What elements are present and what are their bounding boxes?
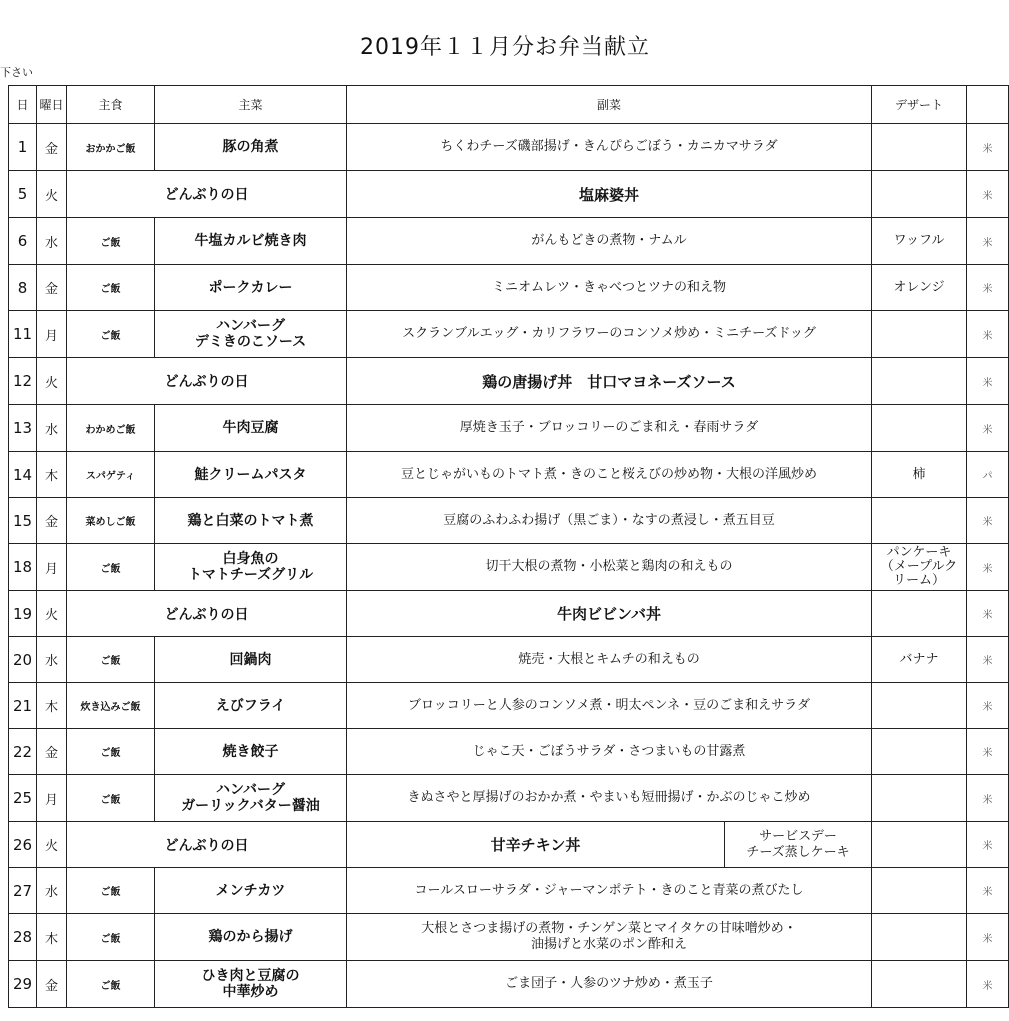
menu-row — [9, 775, 1009, 822]
side-dish-line: スクランブルエッグ・カリフラワーのコンソメ炒め・ミニチーズドッグ — [402, 326, 816, 341]
dessert-cell — [872, 498, 967, 544]
menu-row — [9, 218, 1009, 265]
main-dish-line: ハンバーグ — [215, 782, 286, 798]
staple-cell: ご飯 — [67, 311, 155, 358]
day-cell: 19 — [9, 591, 37, 637]
weekday-cell: 火 — [37, 591, 67, 637]
dessert-cell — [872, 822, 967, 868]
menu-row — [9, 171, 1009, 218]
main-dish-cell — [155, 405, 347, 452]
main-dish-line: 中華炒め — [222, 984, 279, 1000]
main-dish-cell — [155, 124, 347, 171]
extra-cell: 米 — [967, 961, 1009, 1008]
weekday-cell: 金 — [37, 729, 67, 775]
service-line: サービスデー — [759, 828, 837, 844]
dessert-cell — [872, 544, 967, 591]
menu-row — [9, 311, 1009, 358]
donburi-dish: 鶏の唐揚げ丼 甘口マヨネーズソース — [347, 358, 872, 405]
main-dish-line: 豚の角煮 — [222, 139, 279, 155]
day-cell: 28 — [9, 914, 37, 961]
weekday-cell: 月 — [37, 311, 67, 358]
side-dish-cell — [347, 683, 872, 729]
main-dish-cell — [155, 683, 347, 729]
main-dish-line: トマトチーズグリル — [187, 567, 314, 583]
header-side: 副菜 — [347, 86, 872, 124]
weekday-cell: 金 — [37, 265, 67, 311]
main-dish-line: ひき肉と豆腐の — [201, 968, 300, 984]
donburi-dish: 塩麻婆丼 — [347, 171, 872, 218]
menu-row — [9, 961, 1009, 1008]
main-dish-line: 白身魚の — [222, 551, 279, 567]
main-dish-cell — [155, 452, 347, 498]
side-dish-line: ミニオムレツ・きゃべつとツナの和え物 — [492, 279, 727, 295]
side-dish-cell — [347, 265, 872, 311]
side-dish-cell — [347, 961, 872, 1008]
menu-row — [9, 683, 1009, 729]
day-cell: 22 — [9, 729, 37, 775]
main-dish-line: ハンバーグ — [215, 318, 286, 334]
main-dish-line: 鮭クリームパスタ — [194, 466, 307, 483]
side-dish-line: 豆とじゃがいものトマト煮・きのこと桜えびの炒め物・大根の洋風炒め — [401, 466, 818, 482]
main-dish-cell — [155, 868, 347, 914]
main-dish-cell — [155, 311, 347, 358]
menu-body — [9, 124, 1009, 1008]
donburi-day-label: どんぶりの日 — [67, 358, 347, 405]
header-extra — [967, 86, 1009, 124]
dessert-cell — [872, 683, 967, 729]
weekday-cell: 水 — [37, 637, 67, 683]
main-dish-cell — [155, 775, 347, 822]
side-dish-line: 切干大根の煮物・小松菜と鶏肉の和えもの — [485, 559, 733, 574]
menu-row — [9, 124, 1009, 171]
day-cell: 12 — [9, 358, 37, 405]
extra-cell: 米 — [967, 822, 1009, 868]
side-dish-line: 油揚げと水菜のポン酢和え — [531, 937, 688, 952]
side-dish-cell — [347, 405, 872, 452]
main-dish-cell — [155, 637, 347, 683]
side-dish-cell — [347, 637, 872, 683]
side-dish-line: ちくわチーズ磯部揚げ・きんぴらごぼう・カニカマサラダ — [440, 139, 778, 154]
weekday-cell: 月 — [37, 544, 67, 591]
day-cell: 1 — [9, 124, 37, 171]
dessert-cell — [872, 868, 967, 914]
side-dish-cell — [347, 498, 872, 544]
staple-cell: ご飯 — [67, 637, 155, 683]
weekday-cell: 木 — [37, 452, 67, 498]
page-title: 2019年１１月分お弁当献立 — [360, 35, 650, 60]
extra-cell: 米 — [967, 265, 1009, 311]
weekday-cell: 金 — [37, 961, 67, 1008]
dessert-cell — [872, 405, 967, 452]
dessert-cell — [872, 914, 967, 961]
side-dish-cell — [347, 311, 872, 358]
weekday-cell: 金 — [37, 124, 67, 171]
main-dish-line: 回鍋肉 — [229, 651, 272, 668]
day-cell: 5 — [9, 171, 37, 218]
dessert-cell — [872, 124, 967, 171]
extra-cell: 米 — [967, 358, 1009, 405]
day-cell: 25 — [9, 775, 37, 822]
header-dessert: デザート — [872, 86, 967, 124]
staple-cell: 炊き込みご飯 — [67, 683, 155, 729]
extra-cell: パ — [967, 452, 1009, 498]
menu-table — [8, 85, 1009, 1008]
weekday-cell: 木 — [37, 914, 67, 961]
header-day: 日 — [9, 86, 37, 124]
dessert-line: （メープルク — [880, 559, 958, 574]
side-dish-cell — [347, 729, 872, 775]
staple-cell: ご飯 — [67, 775, 155, 822]
dessert-cell — [872, 218, 967, 265]
dessert-line: オレンジ — [893, 279, 945, 295]
main-dish-line: えびフライ — [215, 697, 286, 714]
main-dish-line: 牛肉豆腐 — [222, 420, 279, 436]
weekday-cell: 木 — [37, 683, 67, 729]
menu-row — [9, 914, 1009, 961]
staple-cell: ご飯 — [67, 868, 155, 914]
day-cell: 20 — [9, 637, 37, 683]
side-dish-line: 焼売・大根とキムチの和えもの — [518, 651, 700, 667]
extra-cell: 米 — [967, 914, 1009, 961]
menu-row — [9, 452, 1009, 498]
main-dish-cell — [155, 729, 347, 775]
side-dish-cell — [347, 124, 872, 171]
dessert-line: バナナ — [899, 651, 939, 667]
main-dish-cell — [155, 544, 347, 591]
donburi-day-label: どんぶりの日 — [67, 822, 347, 868]
dessert-cell — [872, 637, 967, 683]
menu-row — [9, 544, 1009, 591]
day-cell: 29 — [9, 961, 37, 1008]
extra-cell: 米 — [967, 683, 1009, 729]
menu-row — [9, 729, 1009, 775]
menu-row — [9, 637, 1009, 683]
main-dish-line: メンチカツ — [215, 882, 286, 899]
main-dish-line: 鶏と白菜のトマト煮 — [187, 512, 314, 529]
menu-row — [9, 265, 1009, 311]
main-dish-line: デミきのこソース — [194, 334, 307, 350]
header-row — [9, 86, 1009, 124]
day-cell: 11 — [9, 311, 37, 358]
extra-cell: 米 — [967, 591, 1009, 637]
side-dish-cell — [347, 218, 872, 265]
dessert-line: パンケーキ — [886, 545, 952, 560]
main-dish-cell — [155, 498, 347, 544]
main-dish-line: ガーリックバター醤油 — [181, 798, 320, 814]
side-dish-line: 豆腐のふわふわ揚げ（黒ごま）・なすの煮浸し・煮五目豆 — [443, 512, 775, 528]
side-dish-cell — [347, 914, 872, 961]
extra-cell: 米 — [967, 729, 1009, 775]
day-cell: 26 — [9, 822, 37, 868]
side-dish-line: ごま団子・人参のツナ炒め・煮玉子 — [505, 976, 713, 991]
main-dish-line: 焼き餃子 — [222, 743, 279, 760]
dessert-cell — [872, 775, 967, 822]
extra-cell: 米 — [967, 311, 1009, 358]
weekday-cell: 水 — [37, 405, 67, 452]
main-dish-cell — [155, 961, 347, 1008]
extra-cell: 米 — [967, 544, 1009, 591]
side-dish-cell — [347, 775, 872, 822]
extra-cell: 米 — [967, 775, 1009, 822]
staple-cell: ご飯 — [67, 914, 155, 961]
menu-row — [9, 868, 1009, 914]
weekday-cell: 水 — [37, 218, 67, 265]
staple-cell: 菜めしご飯 — [67, 498, 155, 544]
dessert-cell — [872, 358, 967, 405]
main-dish-cell — [155, 265, 347, 311]
staple-cell: ご飯 — [67, 544, 155, 591]
extra-cell: 米 — [967, 218, 1009, 265]
day-cell: 18 — [9, 544, 37, 591]
weekday-cell: 水 — [37, 868, 67, 914]
menu-row — [9, 405, 1009, 452]
dessert-cell — [872, 591, 967, 637]
extra-cell: 米 — [967, 498, 1009, 544]
staple-cell: ご飯 — [67, 218, 155, 265]
side-dish-line: 厚焼き玉子・ブロッコリーのごま和え・春雨サラダ — [459, 420, 759, 435]
side-dish-line: じゃこ天・ごぼうサラダ・さつまいもの甘露煮 — [472, 743, 746, 759]
menu-row — [9, 591, 1009, 637]
day-cell: 14 — [9, 452, 37, 498]
dessert-cell — [872, 171, 967, 218]
day-cell: 6 — [9, 218, 37, 265]
side-dish-cell — [347, 452, 872, 498]
weekday-cell: 月 — [37, 775, 67, 822]
side-dish-line: きぬさやと厚揚げのおかか煮・やまいも短冊揚げ・かぶのじゃこ炒め — [407, 790, 811, 805]
main-dish-cell — [155, 914, 347, 961]
dessert-line: 柿 — [912, 466, 926, 482]
dessert-cell — [872, 311, 967, 358]
day-cell: 27 — [9, 868, 37, 914]
day-cell: 8 — [9, 265, 37, 311]
dessert-cell — [872, 729, 967, 775]
header-staple: 主食 — [67, 86, 155, 124]
service-day-cell — [725, 822, 872, 868]
side-dish-line: コールスローサラダ・ジャーマンポテト・きのこと青菜の煮びたし — [414, 882, 804, 898]
staple-cell: ご飯 — [67, 729, 155, 775]
dessert-cell — [872, 265, 967, 311]
extra-cell: 米 — [967, 124, 1009, 171]
side-dish-line: 大根とさつま揚げの煮物・チンゲン菜とマイタケの甘味噌炒め・ — [421, 921, 797, 936]
dessert-line: リーム） — [893, 573, 946, 588]
dessert-cell — [872, 452, 967, 498]
menu-row — [9, 498, 1009, 544]
menu-row — [9, 358, 1009, 405]
dessert-cell — [872, 961, 967, 1008]
staple-cell: ご飯 — [67, 961, 155, 1008]
extra-cell: 米 — [967, 171, 1009, 218]
side-dish-cell — [347, 868, 872, 914]
header-main: 主菜 — [155, 86, 347, 124]
header-weekday: 曜日 — [37, 86, 67, 124]
weekday-cell: 火 — [37, 822, 67, 868]
main-dish-line: 牛塩カルビ焼き肉 — [194, 233, 307, 249]
donburi-day-label: どんぶりの日 — [67, 591, 347, 637]
weekday-cell: 火 — [37, 358, 67, 405]
main-dish-cell — [155, 218, 347, 265]
side-dish-cell — [347, 544, 872, 591]
menu-row — [9, 822, 1009, 868]
note-text: 下さい — [0, 66, 33, 79]
donburi-dish: 牛肉ビビンバ丼 — [347, 591, 872, 637]
weekday-cell: 火 — [37, 171, 67, 218]
extra-cell: 米 — [967, 868, 1009, 914]
staple-cell: わかめご飯 — [67, 405, 155, 452]
weekday-cell: 金 — [37, 498, 67, 544]
side-dish-line: ブロッコリーと人参のコンソメ煮・明太ペンネ・豆のごま和えサラダ — [408, 697, 810, 713]
staple-cell: スパゲティ — [67, 452, 155, 498]
extra-cell: 米 — [967, 637, 1009, 683]
dessert-line: ワッフル — [893, 233, 945, 248]
staple-cell: おかかご飯 — [67, 124, 155, 171]
day-cell: 13 — [9, 405, 37, 452]
side-dish-line: がんもどきの煮物・ナムル — [531, 233, 687, 248]
day-cell: 21 — [9, 683, 37, 729]
main-dish-line: ポークカレー — [208, 279, 293, 296]
staple-cell: ご飯 — [67, 265, 155, 311]
service-line: チーズ蒸しケーキ — [746, 844, 850, 860]
donburi-dish: 甘辛チキン丼 — [347, 822, 725, 868]
donburi-day-label: どんぶりの日 — [67, 171, 347, 218]
main-dish-line: 鶏のから揚げ — [208, 929, 293, 945]
extra-cell: 米 — [967, 405, 1009, 452]
day-cell: 15 — [9, 498, 37, 544]
